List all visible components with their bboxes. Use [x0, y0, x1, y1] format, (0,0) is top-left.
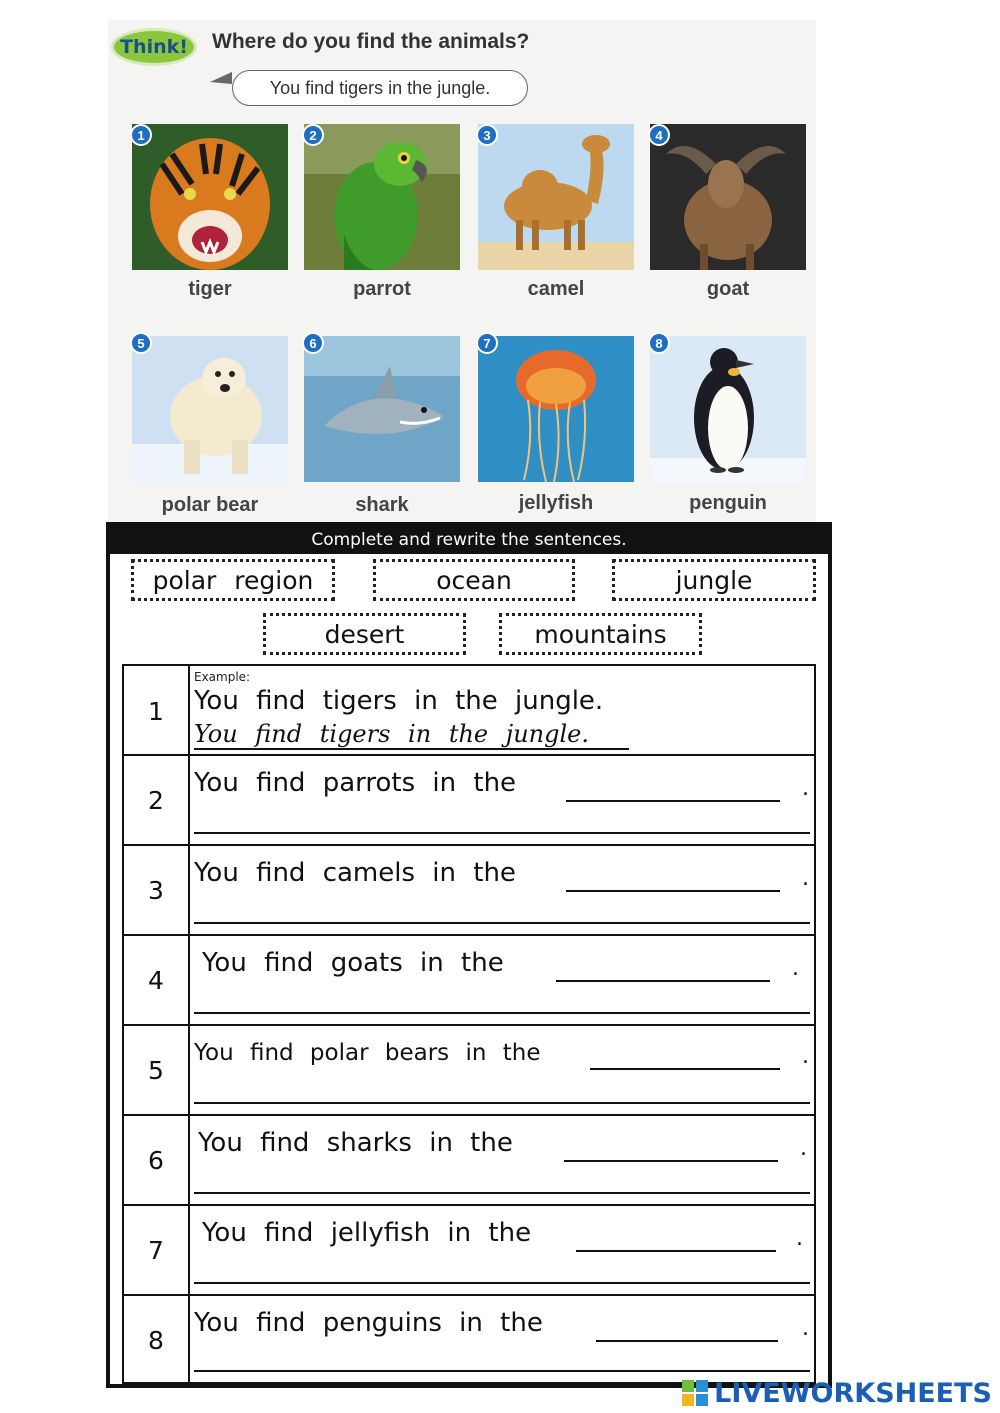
word-bank-jungle[interactable]: jungle: [612, 559, 816, 601]
row-number: 5: [124, 1026, 190, 1114]
row-number: 8: [124, 1296, 190, 1384]
fill-blank-input[interactable]: [566, 890, 780, 892]
sentence-prompt: You find parrots in the: [194, 768, 517, 798]
word-bank-ocean[interactable]: ocean: [373, 559, 575, 601]
sentence-prompt: You find polar bears in the: [194, 1040, 541, 1066]
word-bank-mountains[interactable]: mountains: [499, 613, 702, 655]
animal-number-badge: 1: [130, 124, 152, 146]
period: .: [802, 866, 809, 891]
animal-number-badge: 7: [476, 332, 498, 354]
example-answer-line: [194, 748, 629, 750]
animal-label: parrot: [353, 278, 411, 300]
period: .: [802, 1044, 809, 1069]
table-row: [124, 754, 814, 844]
row-number: 4: [124, 936, 190, 1024]
animal-number-badge: 2: [302, 124, 324, 146]
rewrite-answer-line[interactable]: [194, 1192, 810, 1194]
jellyfish-image: [478, 336, 634, 482]
speech-bubble-tail: [210, 72, 232, 84]
camel-image: [478, 124, 634, 270]
fill-blank-input[interactable]: [556, 980, 770, 982]
word-bank-desert[interactable]: desert: [263, 613, 466, 655]
animal-label: jellyfish: [518, 492, 594, 514]
liveworksheets-logo: [682, 1378, 992, 1408]
table-row: [124, 934, 814, 1024]
rewrite-answer-line[interactable]: [194, 1282, 810, 1284]
tiger-image: [132, 124, 288, 270]
period: .: [802, 776, 809, 801]
table-row: [124, 1294, 814, 1384]
polar-bear-image: [132, 336, 288, 482]
table-row: [124, 1204, 814, 1294]
row-number: 6: [124, 1116, 190, 1204]
period: .: [796, 1226, 803, 1251]
table-row: [124, 844, 814, 934]
animal-number-badge: 6: [302, 332, 324, 354]
sentence-prompt: You find camels in the: [194, 858, 516, 888]
sentence-table: [122, 664, 816, 1384]
period: .: [802, 1316, 809, 1341]
animal-number-badge: 3: [476, 124, 498, 146]
animal-label: goat: [706, 278, 750, 300]
rewrite-answer-line[interactable]: [194, 1102, 810, 1104]
table-row: [124, 1024, 814, 1114]
penguin-image: [650, 336, 806, 482]
goat-image: [650, 124, 806, 270]
worksheet-instructions: Complete and rewrite the sentences.: [110, 526, 828, 554]
rewrite-answer-line[interactable]: [194, 1012, 810, 1014]
animal-number-badge: 4: [648, 124, 670, 146]
period: .: [800, 1136, 807, 1161]
fill-blank-input[interactable]: [590, 1068, 780, 1070]
animal-number-badge: 8: [648, 332, 670, 354]
sentence-prompt: You find jellyfish in the: [202, 1218, 532, 1248]
liveworksheets-logo-text: LIVEWORKSHEETS: [714, 1377, 992, 1409]
fill-blank-input[interactable]: [564, 1160, 778, 1162]
think-badge: Think!: [111, 28, 197, 66]
table-row: [124, 1114, 814, 1204]
word-bank-polar-region[interactable]: polar region: [131, 559, 335, 601]
example-label: Example:: [194, 670, 251, 684]
shark-image: [304, 336, 460, 482]
row-number: 1: [124, 666, 190, 756]
fill-blank-input[interactable]: [596, 1340, 778, 1342]
liveworksheets-logo-icon: [682, 1380, 708, 1406]
sentence-prompt: You find goats in the: [202, 948, 504, 978]
example-answer: You find tigers in the jungle.: [194, 720, 589, 748]
sentence-prompt: You find penguins in the: [194, 1308, 543, 1338]
animal-label: camel: [527, 278, 585, 300]
animal-label: shark: [355, 494, 409, 516]
row-number: 2: [124, 756, 190, 844]
rewrite-answer-line[interactable]: [194, 922, 810, 924]
speech-bubble: You find tigers in the jungle.: [232, 70, 528, 106]
animal-label: tiger: [188, 278, 232, 300]
question-heading: Where do you find the animals?: [212, 30, 530, 53]
row-number: 3: [124, 846, 190, 934]
rewrite-answer-line[interactable]: [194, 832, 810, 834]
sentence-prompt: You find sharks in the: [198, 1128, 513, 1158]
row-number: 7: [124, 1206, 190, 1294]
animal-label: polar bear: [161, 494, 259, 516]
animal-label: penguin: [689, 492, 767, 514]
sentence-prompt: You find tigers in the jungle.: [194, 686, 604, 716]
parrot-image: [304, 124, 460, 270]
fill-blank-input[interactable]: [566, 800, 780, 802]
period: .: [792, 956, 799, 981]
fill-blank-input[interactable]: [576, 1250, 776, 1252]
animal-number-badge: 5: [130, 332, 152, 354]
table-row: [124, 666, 814, 756]
rewrite-answer-line[interactable]: [194, 1370, 810, 1372]
